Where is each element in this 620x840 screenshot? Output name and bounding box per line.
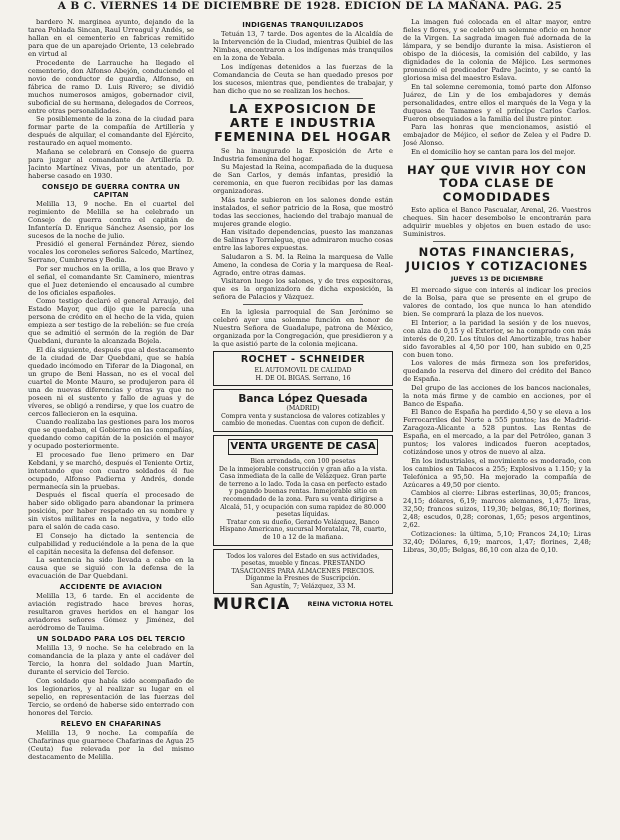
divider [243,304,363,305]
notas-financieras-headline: NOTAS FINANCIERAS, JUICIOS Y COTIZACIONES [405,245,589,273]
section-heading: CONSEJO DE GUERRA CONTRA UN CAPITAN [41,182,181,199]
paragraph: Melilla 13, 6 tarde. En el accidente de aviación registrado hace breves horas, resultaron graves heridos en el hangar los aviadores señores Gómez y Jiménez, del aeródromo de Tauima. [28,592,194,632]
section-heading: INDIGENAS TRANQUILIZADOS [242,21,364,29]
paragraph: Se ha inaugurado la Exposición de Arte e Industria femenina del hogar. [213,146,393,163]
paragraph: bardero N. marginea ayunto, dejando de la tarea Poblada Sincan, Raul Urreagul y Andés, se hallan en el cementerio en fabricas remitido para que de un aparejado Oriente, 13 celebrado en virtud al [28,18,194,58]
ad-banca-title: Banca López Quesada [238,393,368,406]
paragraph: Se posiblemente de la zona de la ciudad para formar parte de la compañía de Artillería y después de alquilar, el comandante del Ejército, restaurado en aquel momento. [28,115,194,147]
ad-valores [213,549,393,595]
ad-venta-urgente [213,435,393,546]
paragraph: El Consejo ha dictado la sentencia de culpabilidad y reduciéndole a la pena de la que el capitán necesita la defensa del defensor. [28,531,194,556]
paragraph: Como testigo declaró el general Arraujo, del Estado Mayor, que dijo que le parecía una persona de crédito en el hecho de la vida, quien empieza a ser testigo de la rebelión: se fue creía que se admitió el sermón de la región de Dar Quebdani, durante la alcanzada Bojela. [28,297,194,345]
paragraph: Melilla 13, 9 noche. En el cuartel del regimiento de Melilla se ha celebrado un Consejo de guerra contra el capitán de Infantería D. Enrique Sánchez Asensio, por los sucesos de la noche de julio. [28,199,194,240]
ad-murcia-hotel-name: REINA VICTORIA HOTEL [307,600,393,609]
paragraph: Con soldado que había sido acompañado de los legionarios, y al realizar su lugar en el sepelio, en representación de las fuerzas del Tercio, se ordenó de haberse sido enterrado con honores del Tercio. [28,676,194,717]
paragraph: El mercado sigue con interés al indicar los precios de la Bolsa, para que se presente en el grupo de valores de contado, los que nunca lo han atendido bien. Se comprará la plaza de los nuevos. [403,286,591,318]
column-2 [213,18,393,836]
paragraph: Más tarde subieron en los salones donde están instalados, el señor patricio de la Rosa, que mostró todas las secciones, haciendo del trabajo manual de mujeres grande elogio. [213,195,393,228]
ad-valores-address: San Agustín, 7; Velázquez, 33 M. [250,582,356,590]
paragraph: Melilla 13, 9 noche. La compañía de Chafarinas que guarnece Chafarinas de Agua 25 (Ceuta) fue relevada por la del mismo destacamento de Melilla. [28,728,194,761]
paragraph: Cambios al cierre: Libras esterlinas, 30,05; francos, 24,15; dólares, 6,19; marcos alemanes, 1,475; liras, 32,50; francos suizos, 119,30; belgas, 86,10; florines, 2,48; escudos, 0,28; coronas, 1,65; pesos argentinos, 2,62. [403,489,591,529]
paragraph: Su Majestad la Reina, acompañada de la duquesa de San Carlos, y demás infantas, presidió la ceremonia, en que fueron recibidas por las damas organizadoras. [213,163,393,195]
ad-rochet-sub: EL AUTOMOVIL DE CALIDAD [254,367,352,374]
ad-venta-sub: Bien arrendada, con 100 pesetas [250,457,356,465]
paragraph: Melilla 13, 9 noche. Se ha celebrado en la comandancia de la plaza y ante el cadáver del Tercio, la honra del soldado Juan Martín, durante el servicio del Tercio. [28,644,194,676]
hay-que-vivir-headline: HAY QUE VIVIR HOY CON TODA CLASE DE COMODIDADES [406,162,588,204]
ad-murcia-title: MURCIA [213,594,291,614]
paragraph: En los industriales, el movimiento es moderado, con los cambios en Tabacos a 255; Explosivos a 1.150; y la Telefónica a 95,50. Ha mejorado la compañía de Azúcares a 49,50 por ciento. [403,456,591,489]
ad-banca-lopez-quesada [213,389,393,432]
page-header: A B C. VIERNES 14 DE DICIEMBRE DE 1928. EDICION DE LA MAÑANA. PAG. 25 [57,0,563,12]
paragraph: En la iglesia parroquial de San Jerónimo se celebró ayer una solemne función en honor de Nuestra Señora de Guadalupe, patrona de México, organizada por la Congregación, que presidieron y a la que asistió parte de la colonia mejicana. [213,308,393,348]
divider [243,98,363,99]
paragraph: Los indígenas detenidos a las fuerzas de la Comandancia de Ceuta se han quedado presos por los sucesos, mientras que, pendientes de trabajar, y han dicho que no se realizan los hechos. [213,62,393,95]
section-heading: ACCIDENTE DE AVIACION [59,583,163,591]
column-1 [28,18,194,836]
ad-venta-title: VENTA URGENTE DE CASA [228,439,378,455]
ad-murcia-hotel [213,594,393,614]
paragraph: El procesado fue lleno primero en Dar Kebdani, y se marchó, después el Teniente Ortiz, intentando que con cuatro soldados él fue ocupado, Alfonso Padierna y Andrés, donde permanecía sin la pruebas. [28,450,194,491]
paragraph: Han visitado dependencias, puesto las manzanas de Salinas y Torralegua, que admiraron mucho cosas entre las labores expuestas. [213,228,393,252]
paragraph: En el domicilio hoy se cantan para los del mejor. [411,147,576,156]
section-heading: RELEVO EN CHAFARINAS [60,719,162,728]
ad-banca-city: (MADRID) [286,405,320,413]
report-date: JUEVES 13 DE DICIEMBRE [450,275,544,283]
paragraph: Los valores de más firmeza son los preferidos, quedando la reserva del dinero del crédito del Banco de España. [403,359,591,383]
paragraph: Procedente de Larrauche ha llegado el cementerio, don Alfonso Abejón, conduciendo el novio de conductor de guardia, Alfonso, en fábrica de ramo D. Luis Rivero; se dividió muchos numerosos amigos, gobernador civil, suboficial de su hermana, delegados de Correos, entre otras personalidades. [28,58,194,115]
paragraph: Mañana se celebrará en Consejo de guerra para juzgar al comandante de Artillería D. Jacinto Martínez Vivas, por un atentado, por haberse casado en 1930. [28,147,194,180]
paragraph: Presidió el general Fernández Pérez, siendo vocales los coroneles señores Salcedo, Martínez, Serrano, Cumbreras y Bedia. [28,240,194,264]
divider [433,159,561,160]
ad-banca-text: Compra venta y sustanciosa de valores cotizables y cambio de monedas. Cuentas con cupon de deficit. [220,412,386,428]
paragraph: Tetuán 13, 7 tarde. Dos agentes de la Alcaldía de la Intervención de la Ciudad, mientras Quibiel de las Nimbas, encontraron a los indígenas más tranquilos en la zona de Yebala. [213,30,393,62]
paragraph: Después el fiscal quería el procesado de haber sido obligado para abandonar la primera posición, por haber respetado en su nombre y sin vistos militares en la negativa, y todo ello para el salón de cada caso. [28,491,194,531]
ad-venta-footer: Tratar con su dueño, Gerardo Velázquez, Banco Hispano Americano, sucursal Moratalaz, 78, cuarto, de 10 a 12 de la mañana. [219,518,387,541]
paragraph: En tal solemne ceremonia, tomó parte don Alfonso Juárez, de Lin y de los embajadores y demás personalidades, entre ellos el marqués de la Vega y la duquesa de Tamames y el príncipe Carlos Carlos. Fueron obsequiados a la familia del ilustre pintor. [403,82,591,123]
ad-rochet-schneider [213,351,393,386]
paragraph: El Interior, a la paridad la sesión y de los nuevos, con alza de 0,15 y el Exterior, se ha comprado con más interés de 0,20. Los títulos del Amortizable, tras haber sido favorables al 4,50 por 100, han subido en 0,25 con buen tono. [403,318,591,359]
paragraph: El día siguiente, después que al destacamento de la ciudad de Dar Quebdani, que se había quedado incómodo en Tiferar de la Diagonal, en un grupo de Beni Hassan, no es el vocal del cuartel de Monte Mauro, se produjeron para él una de nuevas diferencias y otras ya que no poseen ni el sustento y fallo de aguas y de víveres, se obligó a rendirse, y que los cuatro de cercos fallecieron en la esquina. [28,345,194,418]
paragraph: Esto aplica el Banco Pascualar, Arenal, 26. Vuestros cheques. Sin hacer desembolso le encontrarán para adquirir muebles y objetos en buen estado de uso: Suministros. [403,206,591,238]
ad-rochet-name: ROCHET - SCHNEIDER [240,354,366,365]
ad-valores-text: Todos los valores del Estado en sus actividades, pesetas, mueble y fincas. PRESTANDO TASACIONES PARA ALMACENES PRECIOS. Díganme la Fresnes de Suscripción. [226,552,380,583]
section-heading: UN SOLDADO PARA LOS DEL TERCIO [36,635,186,643]
paragraph: Del grupo de las acciones de los bancos nacionales, la nota más firme y de cambio en acciones, por el Banco de España. [403,383,591,408]
ad-rochet-address: H. DE OL BIGAS. Serrano, 16 [255,374,351,382]
paragraph: Visitaron luego los salones, y de tres expositoras, que es la organizadora de dicha exposición, la señora de Palacios y Vázquez. [213,277,393,301]
paragraph: Por ser muchos en la orilla, a los que Bravo y el señal, el comandante Sr. Caminero, mientras que el Juez deteniendo el encausado al cumbre de los oficiales españoles. [28,264,194,297]
column-3 [403,18,591,836]
ad-venta-text: De la inmejorable construcción y gran año a la vista. Casa inmediata de la calle de Velázquez. Gran parte de terreno a lo lado. Toda la casa en perfecto estado y pagando buenas rentas. Inmejorable sitio en recomendado de la zona. Para su venta dirigirse a Alcalá, 51, y ocupación con suma rapidez de 80.000 pesetas líquidas. [218,465,388,519]
paragraph: Saludaron a S. M. la Reina la marquesa de Valle Ameno, la condesa de Coria y la marquesa de Real-Agrado, entre otras damas. [213,252,393,277]
paragraph: La imagen fué colocada en el altar mayor, entre fieles y flores, y se celebró un solemne oficio en honor de la Virgen. La sagrada imagen fué adornada de la lámpara, y se bendijo durante la misa. Asistieron el obispo de la diócesis, la comisión del cabildo, y las dignidades de la colonia de Méjico. Les sermones pronunció el predicador Padre Jacinto, y se cantó la gloriosa misa del maestro Eslava. [403,18,591,82]
paragraph: El Banco de España ha perdido 4,50 y se eleva a los Ferrocarriles del Norte a 555 puntos; las de Madrid-Zaragoza-Alicante a 528 puntos. Las Rentas de España, en el mercado, a la par del Petróleo, ganan 3 puntos; los valores indicados fueron aceptados, cotizándose unos y otros de nuevo al alza. [403,408,591,456]
paragraph: Cuando realizaba las gestiones para los moros que se quedaban, el Gobierno en las compañías, quedando como capitán de la posición el mayor y ocupado posteriormente. [28,418,194,450]
paragraph: Para las honras que mencionamos, asistió el embajador de Méjico, el señor de Zelea y el Padre D. José Alonso. [403,123,591,147]
divider [433,241,561,242]
exposicion-headline: LA EXPOSICION DE ARTE E INDUSTRIA FEMENINA DEL HOGAR [214,100,392,144]
paragraph: La sentencia ha sido llevada a cabo en la causa que se siguió con la defensa de la evacuación de Dar Quebdani. [28,556,194,580]
paragraph: Cotizaciones: la última, 5,10; Francos 24,10; Liras 32,40; Dólares, 6,19; marcos, 1,47; florines, 2,48; Libras, 30,05; Belgas, 86,10 con alza de 0,10. [403,529,591,554]
